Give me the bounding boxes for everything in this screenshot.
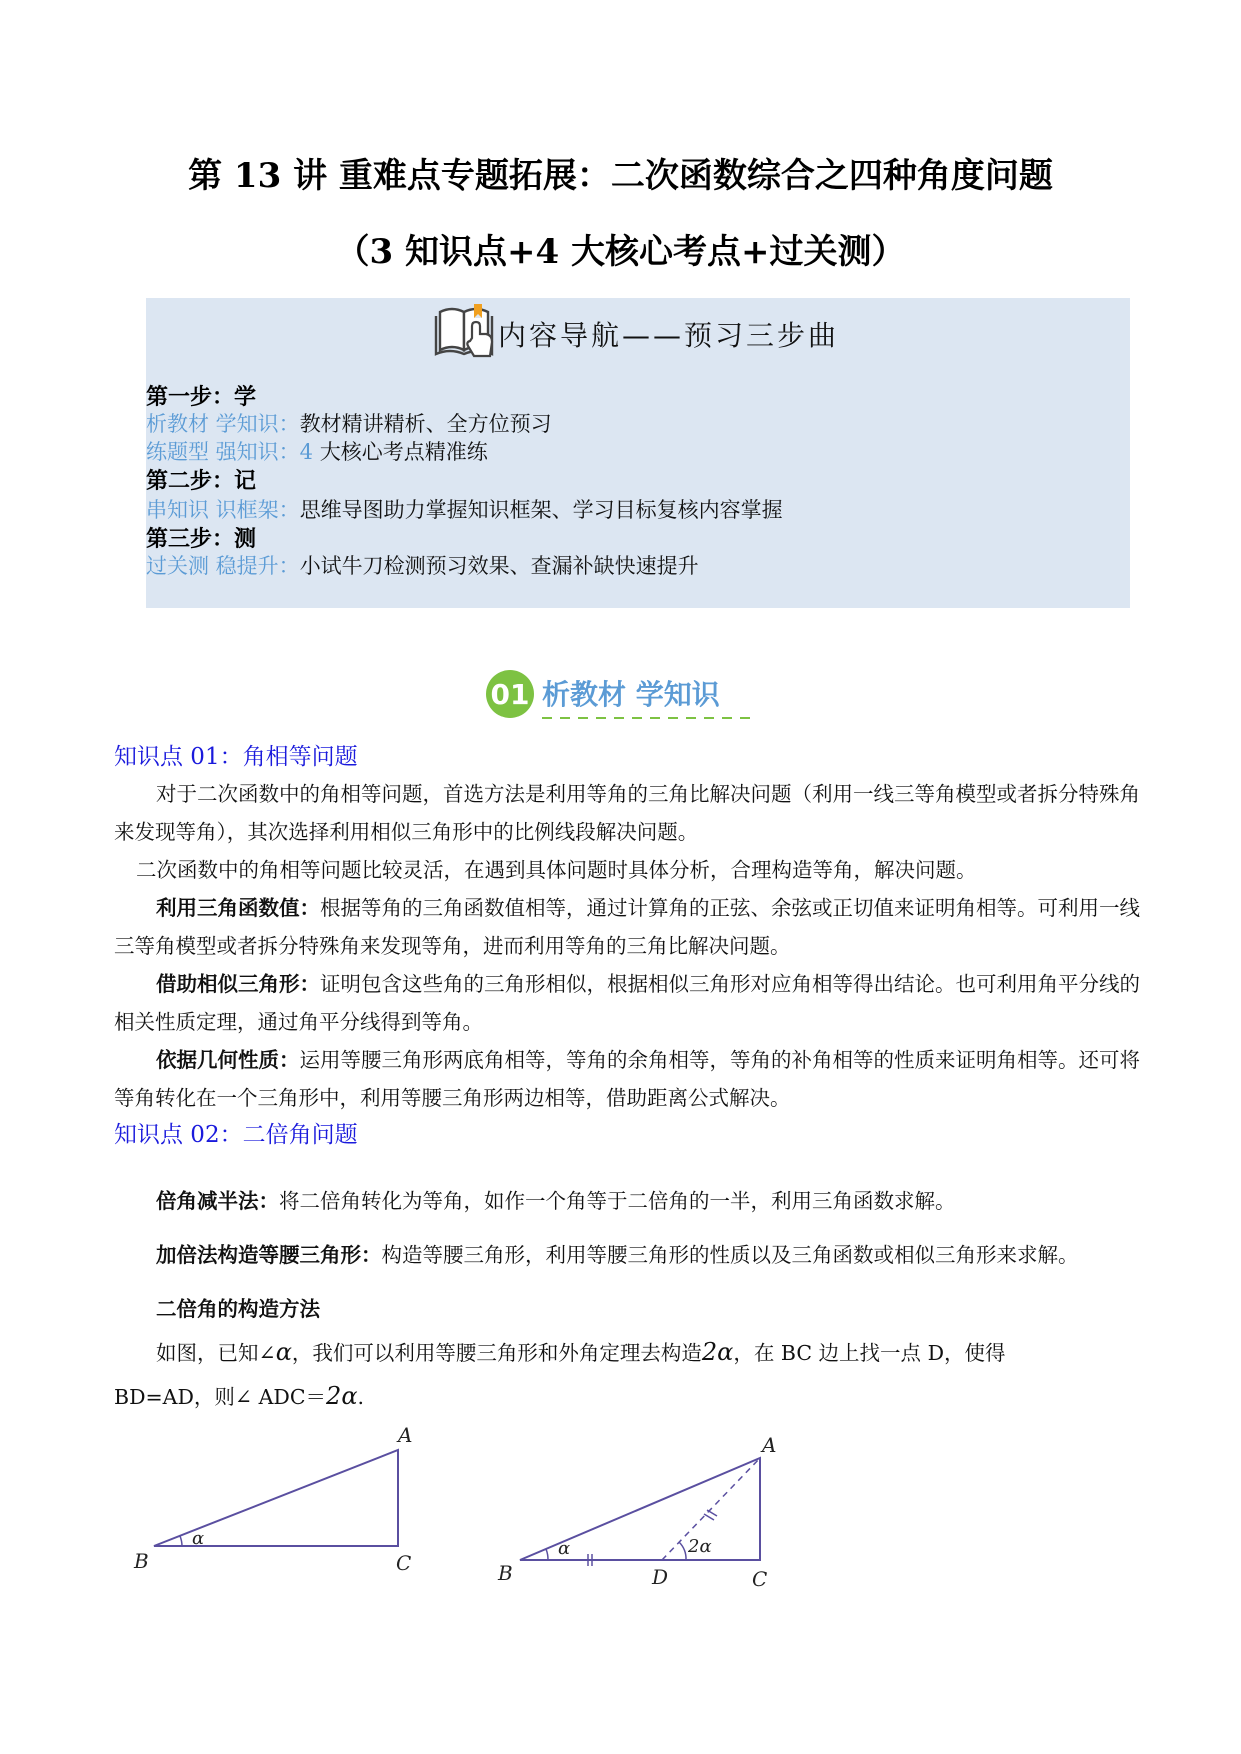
- nav-row-1-highlight: 析教材 学知识：: [146, 412, 300, 436]
- step3-label: 第三步：测: [146, 526, 257, 552]
- book-pointer-icon: [434, 298, 496, 362]
- fig2-label-a: A: [762, 1433, 777, 1457]
- kp2-p5-a: BD=AD，则∠ ADC＝: [114, 1385, 327, 1409]
- content-navigation-box: [146, 298, 1130, 608]
- fig1-label-a: A: [398, 1423, 413, 1447]
- fig2-label-d: D: [652, 1565, 669, 1589]
- figure-triangle-abc: [120, 1420, 440, 1590]
- kp2-p1-lead: 倍角减半法：: [156, 1189, 279, 1213]
- knowledge-point-2-title: 知识点 02：二倍角问题: [114, 1122, 358, 1148]
- fig1-label-c: C: [396, 1551, 412, 1575]
- kp1-paragraph-5: [114, 1041, 1144, 1117]
- kp2-p5-2alpha: 2α: [326, 1382, 358, 1410]
- fig2-angle-alpha: α: [558, 1538, 571, 1559]
- nav-row-1: [146, 408, 552, 438]
- nav-row-4-text: 小试牛刀检测预习效果、查漏补缺快速提升: [299, 554, 699, 578]
- kp1-paragraph-1: 对于二次函数中的角相等问题，首选方法是利用等角的三角比解决问题（利用一线三等角模型或者拆分特殊角来发现等角），其次选择利用相似三角形中的比例线段解决问题。: [114, 782, 1140, 844]
- kp1-p3-lead: 利用三角函数值：: [156, 896, 320, 920]
- knowledge-point-1-title: 知识点 01：角相等问题: [114, 744, 358, 770]
- nav-row-2-highlight: 练题型 强知识：4: [146, 440, 314, 464]
- nav-row-2: [146, 436, 488, 466]
- fig1-label-b: B: [134, 1549, 149, 1573]
- page-subtitle: （3 知识点+4 大核心考点+过关测）: [335, 232, 906, 272]
- step2-label: 第二步：记: [146, 468, 257, 494]
- fig2-angle-2alpha: 2α: [688, 1536, 712, 1557]
- figure-triangle-abc-with-d: [490, 1430, 820, 1600]
- nav-row-3-highlight: 串知识 识框架：: [146, 498, 300, 522]
- kp2-p4-2alpha: 2α: [701, 1338, 734, 1366]
- step1-label: 第一步：学: [146, 384, 257, 410]
- nav-header: [146, 298, 1130, 368]
- kp2-p4-b: ，我们可以利用等腰三角形和外角定理去构造: [291, 1341, 702, 1365]
- kp2-p2-lead: 加倍法构造等腰三角形：: [156, 1243, 382, 1267]
- fig1-angle-alpha: α: [192, 1528, 205, 1549]
- nav-row-2-text: 大核心考点精准练: [313, 440, 488, 464]
- nav-row-1-text: 教材精讲精析、全方位预习: [299, 412, 552, 436]
- fig2-label-c: C: [752, 1567, 768, 1591]
- kp2-p4-a: 如图，已知∠: [156, 1341, 276, 1365]
- kp2-paragraph-4: [156, 1336, 1006, 1366]
- nav-row-4: [146, 550, 699, 580]
- kp1-p4-body: 证明包含这些角的三角形相似，根据相似三角形对应角相等得出结论。也可利用角平分线的相关性质定理，通过角平分线得到等角。: [114, 972, 1140, 1034]
- kp1-paragraph-4: [114, 965, 1144, 1041]
- section-number: 01: [490, 678, 530, 711]
- fig2-label-b: B: [498, 1561, 513, 1585]
- kp2-p4-c: ，在 BC 边上找一点 D，使得: [733, 1341, 1006, 1365]
- kp1-paragraph-2: 二次函数中的角相等问题比较灵活，在遇到具体问题时具体分析，合理构造等角，解决问题。: [136, 858, 977, 882]
- nav-row-3: [146, 494, 783, 524]
- kp1-p5-lead: 依据几何性质：: [156, 1048, 300, 1072]
- kp1-p4-lead: 借助相似三角形：: [156, 972, 320, 996]
- kp2-p5-b: .: [357, 1385, 365, 1409]
- kp1-p3-body: 根据等角的三角函数值相等，通过计算角的正弦、余弦或正切值来证明角相等。可利用一线三等角模型或者拆分特殊角来发现等角，进而利用等角的三角比解决问题。: [114, 896, 1140, 958]
- kp2-paragraph-2: [156, 1238, 1079, 1268]
- kp1-p5-body: 运用等腰三角形两底角相等，等角的余角相等，等角的补角相等的性质来证明角相等。还可将等角转化在一个三角形中，利用等腰三角形两边相等，借助距离公式解决。: [114, 1048, 1140, 1110]
- kp2-subheading: 二倍角的构造方法: [156, 1297, 320, 1321]
- section-label: 析教材 学知识: [542, 678, 720, 711]
- nav-row-4-highlight: 过关测 稳提升：: [146, 554, 300, 578]
- page-title: 第 13 讲 重难点专题拓展：二次函数综合之四种角度问题: [188, 156, 1053, 196]
- kp2-paragraph-1: [156, 1184, 956, 1214]
- nav-row-3-text: 思维导图助力掌握知识框架、学习目标复核内容掌握: [299, 498, 783, 522]
- section-badge: [484, 666, 764, 726]
- kp2-p4-alpha: α: [275, 1338, 292, 1366]
- kp2-paragraph-5: [114, 1380, 364, 1410]
- kp2-p1-body: 将二倍角转化为等角，如作一个角等于二倍角的一半，利用三角函数求解。: [279, 1189, 956, 1213]
- kp2-p2-body: 构造等腰三角形，利用等腰三角形的性质以及三角函数或相似三角形来求解。: [381, 1243, 1079, 1267]
- nav-title: 内容导航——预习三步曲: [498, 319, 840, 352]
- kp1-paragraph-3: [114, 889, 1144, 965]
